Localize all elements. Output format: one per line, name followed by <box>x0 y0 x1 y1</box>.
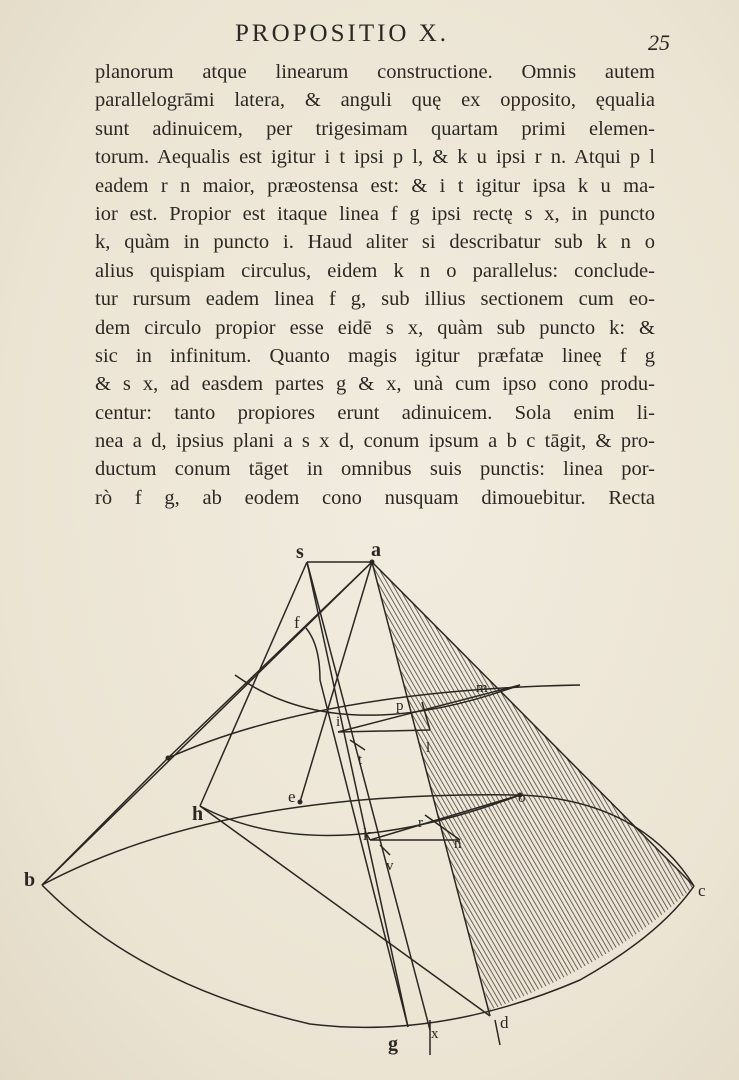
text-line: rò f g, ab eodem cono nusquam dimouebitur. Recta <box>95 486 655 509</box>
text-line: centur: tanto propiores erunt adinuicem. Sola enim li- <box>95 401 655 424</box>
label-h: h <box>192 803 204 825</box>
text-line: & s x, ad easdem partes g & x, unà cum ipso cono produ- <box>95 373 655 396</box>
geometric-figure <box>20 540 720 1060</box>
line-b-upper <box>42 758 168 885</box>
label-a: a <box>371 540 381 561</box>
label-x: x <box>431 1026 439 1042</box>
text-line: ior est. Propior est itaque linea f g ipsi rectę s x, in puncto <box>95 202 655 225</box>
label-f: f <box>294 613 300 632</box>
text-line: alius quispiam circulus, eidem k n o parallelus: conclude- <box>95 259 655 282</box>
label-p: p <box>396 698 404 714</box>
text-line: tur rursum eadem linea f g, sub illius sectionem cum eo- <box>95 288 655 311</box>
cone-lines <box>42 562 694 1055</box>
page-title: PROPOSITIO X. <box>235 20 450 47</box>
shaded-cone-face <box>372 562 694 1010</box>
label-i: i <box>336 714 341 730</box>
curve-fg <box>306 628 408 1027</box>
text-line: parallelogrāmi latera, & anguli quę ex opposito, ęqualia <box>95 89 655 112</box>
label-e: e <box>288 787 296 806</box>
body-text <box>95 58 655 512</box>
text-line: torum. Aequalis est igitur i t ipsi p l, & k u ipsi r n. Atqui p l <box>95 146 655 169</box>
cone-diagram <box>20 540 720 1060</box>
label-c: c <box>698 881 706 900</box>
text-line: sunt adinuicem, per trigesimam quartam primi elemen- <box>95 117 655 140</box>
label-r: r <box>418 815 423 831</box>
line-k-v <box>380 845 390 855</box>
text-line: planorum atque linearum constructione. Omnis autem <box>95 61 655 83</box>
text-line: ductum conum tāget in omnibus suis punctis: linea por- <box>95 458 655 481</box>
label-d: d <box>500 1013 509 1032</box>
line-sh <box>200 562 307 806</box>
running-head <box>0 20 739 54</box>
text-line: sic in infinitum. Quanto magis igitur præfatæ lineę f g <box>95 344 655 367</box>
text-line: nea a d, ipsius plani a s x d, conum ipsum a b c tāgit, & pro- <box>95 430 655 453</box>
label-v: v <box>386 858 394 874</box>
label-t: t <box>358 752 363 768</box>
label-n: n <box>454 836 462 852</box>
label-o: o <box>518 790 526 806</box>
line-a-upper-left <box>168 562 372 758</box>
text-line: eadem r n maior, præostensa est: & i t igitur ipsa k u ma- <box>95 174 655 197</box>
line-i-t <box>350 740 365 750</box>
label-s-top: s <box>296 541 304 563</box>
label-k: k <box>363 825 372 844</box>
label-l: l <box>426 740 431 756</box>
page-number: 25 <box>648 30 670 55</box>
text-line: dem circulo propior esse eidē s x, quàm sub puncto k: & <box>95 316 655 339</box>
label-m: m <box>476 680 488 696</box>
label-g: g <box>388 1033 398 1055</box>
label-b: b <box>24 869 36 891</box>
text-line: k, quàm in puncto i. Haud aliter si describatur sub k n o <box>95 231 655 254</box>
